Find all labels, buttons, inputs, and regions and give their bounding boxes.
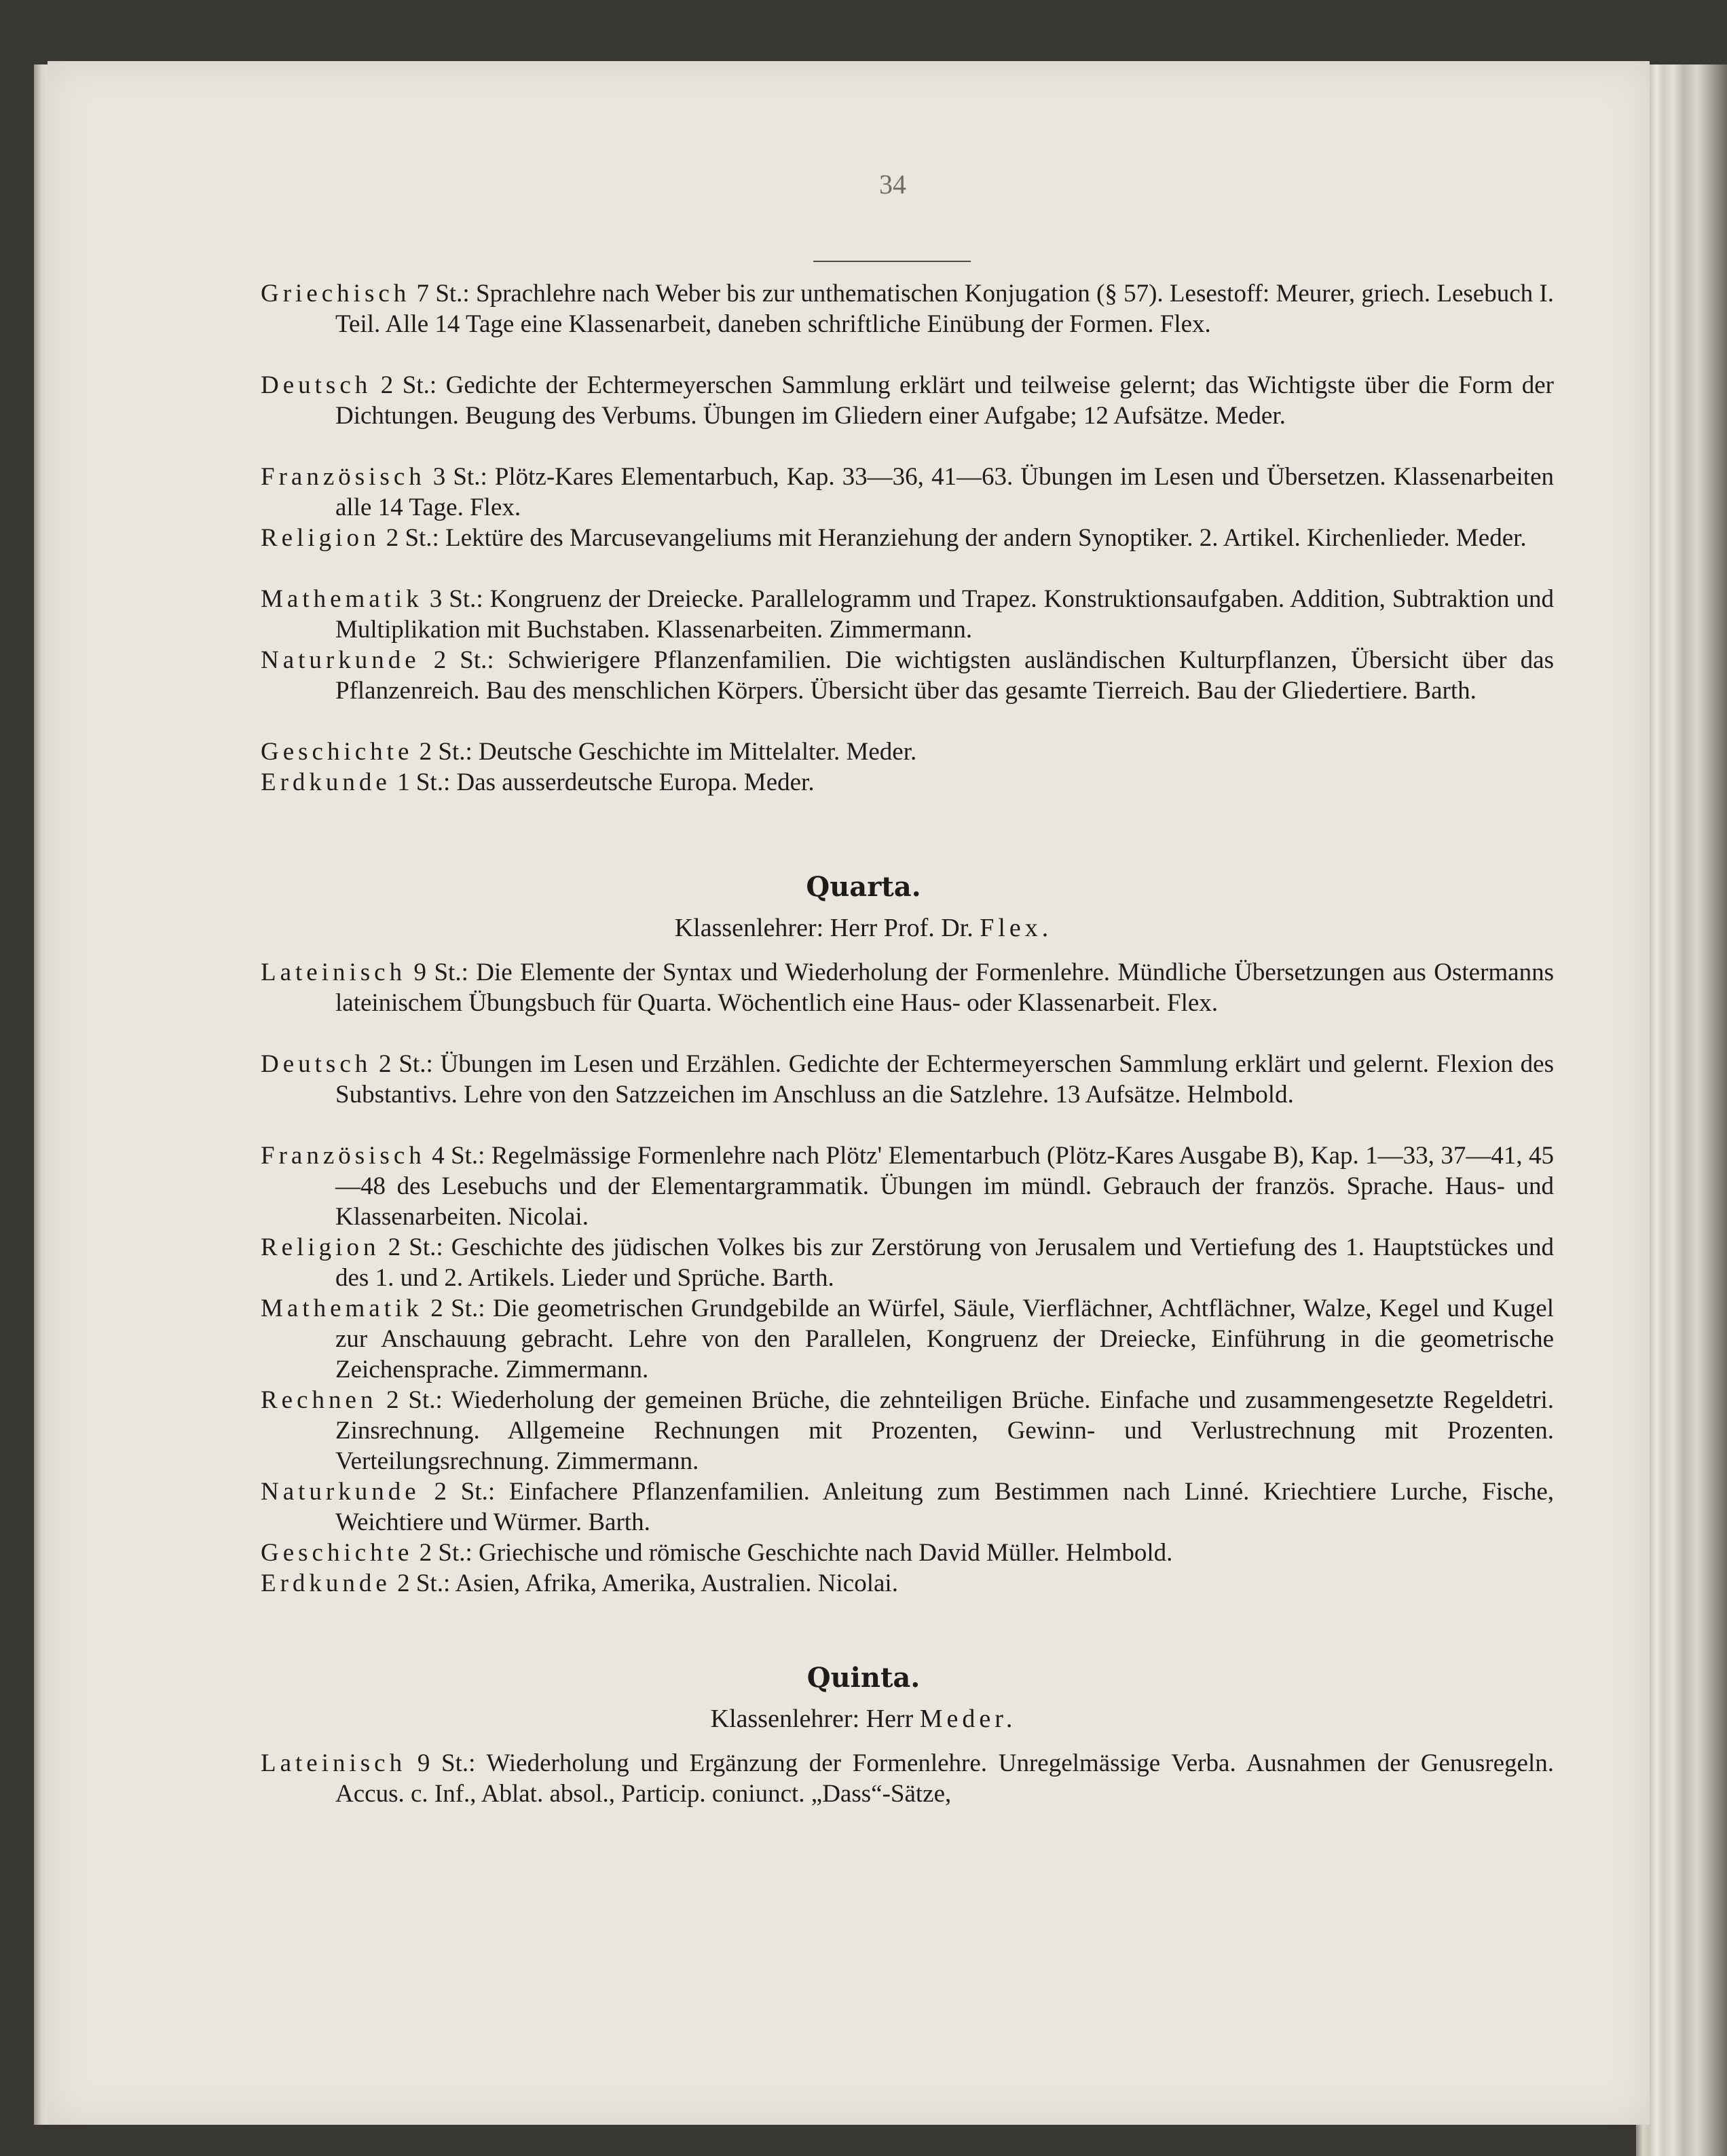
entry-lateinisch-2: Lateinisch 9 St.: Die Elemente der Syntax und Wiederholung der Formenlehre. Mündliche Übersetzungen aus Ostermanns lateinischem Übungsbuch für Quarta. Wöchentlich eine Haus- oder Klassenarbeit. Flex. <box>261 959 1554 1017</box>
entry-deutsch-2: Deutsch 2 St.: Übungen im Lesen und Erzählen. Gedichte der Echtermeyerschen Sammlung erklärt und gelernt. Flexion des Substantivs. Lehre von den Satzzeichen im Anschluss an die Satzlehre. 13 Aufsätze. Helmbold. <box>261 1050 1554 1109</box>
section-heading-quarta: Quarta. <box>806 871 921 903</box>
entry-franzoesisch-1: Französisch 3 St.: Plötz-Kares Elementarbuch, Kap. 33—36, 41—63. Übungen im Lesen und Übersetzen. Klassenarbeiten alle 14 Tage. Flex. <box>261 463 1554 521</box>
teacher-line-quarta: Klassenlehrer: Herr Prof. Dr. Flex. <box>674 914 1053 942</box>
entry-franzoesisch-2: Französisch 4 St.: Regelmässige Formenlehre nach Plötz' Elementarbuch (Plötz-Kares Ausgabe B), Kap. 1—33, 37—41, 45—48 des Lesebuchs und der Elementargrammatik. Übungen im mündl. Gebrauch der französ. Sprache. Haus- und Klassenarbeiten. Nicolai. <box>261 1142 1554 1231</box>
entry-erdkunde-1: Erdkunde 1 St.: Das ausserdeutsche Europa. Meder. <box>261 768 815 796</box>
teacher-line-quinta: Klassenlehrer: Herr Meder. <box>710 1705 1017 1733</box>
entry-griechisch-1: Griechisch 7 St.: Sprachlehre nach Weber bis zur unthematischen Konjugation (§ 57). Lesestoff: Meurer, griech. Lesebuch I. Teil. Alle 14 Tage eine Klassenarbeit, daneben schriftliche Einübung der Formen. Flex. <box>261 280 1554 338</box>
entry-religion-2: Religion 2 St.: Geschichte des jüdischen Volkes bis zur Zerstörung von Jerusalem und Vertiefung des 1. Hauptstückes und des 1. und 2. Artikels. Lieder und Sprüche. Barth. <box>261 1233 1554 1292</box>
header-rule <box>813 261 971 262</box>
page-number: 34 <box>879 169 906 200</box>
entry-rechnen-2: Rechnen 2 St.: Wiederholung der gemeinen Brüche, die zehnteiligen Brüche. Einfache und zusammengesetzte Regeldetri. Zinsrechnung. Allgemeine Rechnungen mit Prozenten, Gewinn- und Verlustrechnung mit Prozenten. Verteilungsrechnung. Zimmermann. <box>261 1386 1554 1475</box>
entry-naturkunde-1: Naturkunde 2 St.: Schwierigere Pflanzenfamilien. Die wichtigsten ausländischen Kulturpflanzen, Übersicht über das Pflanzenreich. Bau des menschlichen Körpers. Übersicht über das gesamte Tierreich. Bau der Gliedertiere. Barth. <box>261 646 1554 705</box>
entry-geschichte-2: Geschichte 2 St.: Griechische und römische Geschichte nach David Müller. Helmbold. <box>261 1539 1173 1567</box>
entry-deutsch-1: Deutsch 2 St.: Gedichte der Echtermeyerschen Sammlung erklärt und teilweise gelernt; das Wichtigste über die Form der Dichtungen. Beugung des Verbums. Übungen im Gliedern einer Aufgabe; 12 Aufsätze. Meder. <box>261 371 1554 430</box>
entry-erdkunde-2: Erdkunde 2 St.: Asien, Afrika, Amerika, Australien. Nicolai. <box>261 1569 898 1597</box>
entry-geschichte-1: Geschichte 2 St.: Deutsche Geschichte im Mittelalter. Meder. <box>261 738 917 766</box>
entry-mathematik-1: Mathematik 3 St.: Kongruenz der Dreiecke. Parallelogramm und Trapez. Konstruktionsaufgaben. Addition, Subtraktion und Multiplikation mit Buchstaben. Klassenarbeiten. Zimmermann. <box>261 585 1554 644</box>
entry-lateinisch-3: Lateinisch 9 St.: Wiederholung und Ergänzung der Formenlehre. Unregelmässige Verba. Ausnahmen der Genusregeln. Accus. c. Inf., Ablat. absol., Particip. coniunct. „Dass“-Sätze, <box>261 1749 1554 1808</box>
entry-naturkunde-2: Naturkunde 2 St.: Einfachere Pflanzenfamilien. Anleitung zum Bestimmen nach Linné. Kriechtiere Lurche, Fische, Weichtiere und Würmer. Barth. <box>261 1478 1554 1536</box>
section-heading-quinta: Quinta. <box>806 1662 921 1694</box>
entry-religion-1: Religion 2 St.: Lektüre des Marcusevangeliums mit Heranziehung der andern Synoptiker. 2. Artikel. Kirchenlieder. Meder. <box>261 524 1527 552</box>
entry-mathematik-2: Mathematik 2 St.: Die geometrischen Grundgebilde an Würfel, Säule, Vierflächner, Achtflächner, Walze, Kegel und Kugel zur Anschauung gebracht. Lehre von den Parallelen, Kongruenz der Dreiecke, Einführung in die geometrische Zeichensprache. Zimmermann. <box>261 1295 1554 1383</box>
